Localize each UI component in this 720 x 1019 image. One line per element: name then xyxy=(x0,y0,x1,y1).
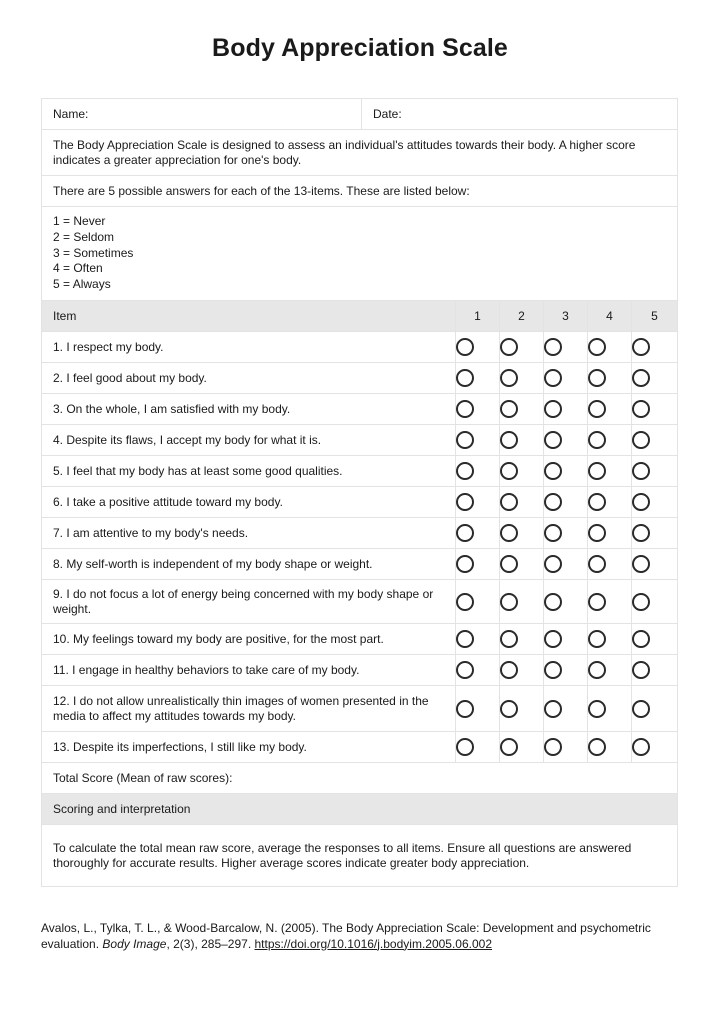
radio-button-3[interactable] xyxy=(544,593,562,611)
reference-citation xyxy=(41,921,681,952)
rating-cell-3 xyxy=(544,655,588,686)
rating-cell-1 xyxy=(456,580,500,624)
table-row xyxy=(42,732,678,763)
rating-cell-2 xyxy=(500,487,544,518)
radio-button-2[interactable] xyxy=(500,462,518,480)
radio-button-1[interactable] xyxy=(456,369,474,387)
rating-cell-2 xyxy=(500,655,544,686)
radio-button-2[interactable] xyxy=(500,338,518,356)
total-score-label: Total Score (Mean of raw scores): xyxy=(42,763,678,794)
answers-intro-text: There are 5 possible answers for each of the 13-items. These are listed below: xyxy=(42,176,678,207)
item-text: 13. Despite its imperfections, I still like my body. xyxy=(42,732,456,763)
option-1: 1 = Never xyxy=(53,214,106,229)
radio-button-3[interactable] xyxy=(544,400,562,418)
rating-cell-1 xyxy=(456,732,500,763)
rating-cell-2 xyxy=(500,686,544,732)
item-text: 7. I am attentive to my body's needs. xyxy=(42,518,456,549)
rating-cell-3 xyxy=(544,394,588,425)
radio-button-5[interactable] xyxy=(632,524,650,542)
rating-cell-4 xyxy=(588,580,632,624)
description-text: The Body Appreciation Scale is designed to assess an individual's attitudes towards their body. A higher score indicates a greater appreciation for one's body. xyxy=(42,130,678,176)
radio-button-2[interactable] xyxy=(500,630,518,648)
rating-cell-1 xyxy=(456,363,500,394)
radio-button-4[interactable] xyxy=(588,661,606,679)
option-4: 4 = Often xyxy=(53,261,103,276)
scale-header-4: 4 xyxy=(588,301,632,332)
radio-button-3[interactable] xyxy=(544,369,562,387)
rating-cell-5 xyxy=(632,394,678,425)
rating-cell-4 xyxy=(588,732,632,763)
radio-button-2[interactable] xyxy=(500,431,518,449)
radio-button-5[interactable] xyxy=(632,431,650,449)
reference-doi-link[interactable]: https://doi.org/10.1016/j.bodyim.2005.06.002 xyxy=(254,936,493,951)
item-text: 11. I engage in healthy behaviors to take care of my body. xyxy=(42,655,456,686)
item-text: 10. My feelings toward my body are positive, for the most part. xyxy=(42,624,456,655)
rating-cell-5 xyxy=(632,487,678,518)
radio-button-1[interactable] xyxy=(456,400,474,418)
radio-button-1[interactable] xyxy=(456,555,474,573)
rating-cell-5 xyxy=(632,332,678,363)
rating-cell-1 xyxy=(456,487,500,518)
radio-button-5[interactable] xyxy=(632,462,650,480)
item-text: 4. Despite its flaws, I accept my body for what it is. xyxy=(42,425,456,456)
rating-cell-3 xyxy=(544,456,588,487)
radio-button-4[interactable] xyxy=(588,593,606,611)
table-row xyxy=(42,425,678,456)
radio-button-2[interactable] xyxy=(500,738,518,756)
rating-cell-5 xyxy=(632,363,678,394)
rating-cell-3 xyxy=(544,732,588,763)
reference-volume: , 2(3), 285–297. xyxy=(166,936,255,951)
radio-button-5[interactable] xyxy=(632,555,650,573)
item-text: 1. I respect my body. xyxy=(42,332,456,363)
radio-button-5[interactable] xyxy=(632,630,650,648)
rating-cell-2 xyxy=(500,425,544,456)
radio-button-5[interactable] xyxy=(632,738,650,756)
radio-button-4[interactable] xyxy=(588,400,606,418)
rating-cell-1 xyxy=(456,624,500,655)
item-text: 12. I do not allow unrealistically thin images of women presented in the media to affect my attitudes towards my body. xyxy=(42,686,456,732)
radio-button-5[interactable] xyxy=(632,493,650,511)
rating-cell-1 xyxy=(456,394,500,425)
date-label: Date: xyxy=(373,106,402,121)
radio-button-5[interactable] xyxy=(632,661,650,679)
rating-cell-5 xyxy=(632,456,678,487)
radio-button-2[interactable] xyxy=(500,369,518,387)
scale-header-3: 3 xyxy=(544,301,588,332)
radio-button-3[interactable] xyxy=(544,493,562,511)
table-row xyxy=(42,394,678,425)
rating-cell-3 xyxy=(544,549,588,580)
radio-button-3[interactable] xyxy=(544,462,562,480)
rating-cell-2 xyxy=(500,394,544,425)
radio-button-2[interactable] xyxy=(500,524,518,542)
radio-button-2[interactable] xyxy=(500,555,518,573)
scale-form-table xyxy=(41,98,678,887)
radio-button-5[interactable] xyxy=(632,369,650,387)
table-row xyxy=(42,686,678,732)
page-title: Body Appreciation Scale xyxy=(212,34,508,62)
radio-button-4[interactable] xyxy=(588,738,606,756)
table-row xyxy=(42,655,678,686)
radio-button-3[interactable] xyxy=(544,630,562,648)
scale-header-1: 1 xyxy=(456,301,500,332)
rating-cell-5 xyxy=(632,655,678,686)
rating-cell-1 xyxy=(456,456,500,487)
rating-cell-4 xyxy=(588,363,632,394)
radio-button-4[interactable] xyxy=(588,524,606,542)
table-row xyxy=(42,363,678,394)
rating-cell-5 xyxy=(632,686,678,732)
date-field[interactable] xyxy=(362,99,678,130)
rating-cell-2 xyxy=(500,363,544,394)
radio-button-3[interactable] xyxy=(544,555,562,573)
rating-cell-4 xyxy=(588,487,632,518)
rating-cell-5 xyxy=(632,425,678,456)
radio-button-1[interactable] xyxy=(456,431,474,449)
rating-cell-2 xyxy=(500,580,544,624)
radio-button-5[interactable] xyxy=(632,400,650,418)
table-row xyxy=(42,332,678,363)
radio-button-1[interactable] xyxy=(456,462,474,480)
scale-header-5: 5 xyxy=(632,301,678,332)
rating-cell-3 xyxy=(544,332,588,363)
rating-cell-4 xyxy=(588,686,632,732)
rating-cell-2 xyxy=(500,456,544,487)
rating-cell-3 xyxy=(544,425,588,456)
radio-button-2[interactable] xyxy=(500,661,518,679)
radio-button-1[interactable] xyxy=(456,661,474,679)
radio-button-1[interactable] xyxy=(456,493,474,511)
name-field[interactable] xyxy=(42,99,362,130)
radio-button-4[interactable] xyxy=(588,338,606,356)
radio-button-1[interactable] xyxy=(456,738,474,756)
radio-button-2[interactable] xyxy=(500,400,518,418)
rating-cell-4 xyxy=(588,549,632,580)
radio-button-3[interactable] xyxy=(544,661,562,679)
rating-cell-3 xyxy=(544,580,588,624)
radio-button-3[interactable] xyxy=(544,524,562,542)
radio-button-5[interactable] xyxy=(632,700,650,718)
radio-button-4[interactable] xyxy=(588,700,606,718)
rating-cell-4 xyxy=(588,425,632,456)
radio-button-3[interactable] xyxy=(544,738,562,756)
rating-cell-1 xyxy=(456,332,500,363)
item-text: 5. I feel that my body has at least some good qualities. xyxy=(42,456,456,487)
rating-cell-2 xyxy=(500,332,544,363)
radio-button-4[interactable] xyxy=(588,630,606,648)
radio-button-2[interactable] xyxy=(500,700,518,718)
radio-button-4[interactable] xyxy=(588,555,606,573)
radio-button-1[interactable] xyxy=(456,338,474,356)
radio-button-4[interactable] xyxy=(588,493,606,511)
option-2: 2 = Seldom xyxy=(53,229,115,244)
option-3: 3 = Sometimes xyxy=(53,245,134,260)
radio-button-1[interactable] xyxy=(456,700,474,718)
name-label: Name: xyxy=(53,106,89,121)
rating-cell-4 xyxy=(588,394,632,425)
rating-cell-4 xyxy=(588,518,632,549)
rating-cell-3 xyxy=(544,624,588,655)
radio-button-1[interactable] xyxy=(456,593,474,611)
scoring-heading: Scoring and interpretation xyxy=(42,794,678,825)
rating-cell-4 xyxy=(588,332,632,363)
item-column-header: Item xyxy=(42,301,456,332)
rating-cell-2 xyxy=(500,624,544,655)
rating-cell-4 xyxy=(588,456,632,487)
table-header-row xyxy=(42,301,678,332)
scoring-text: To calculate the total mean raw score, average the responses to all items. Ensure all questions are answered thoroughly for accurate results. Higher average scores indicate greater body appreciation. xyxy=(42,825,678,887)
radio-button-5[interactable] xyxy=(632,593,650,611)
item-text: 9. I do not focus a lot of energy being concerned with my body shape or weight. xyxy=(42,580,456,624)
radio-button-4[interactable] xyxy=(588,431,606,449)
rating-cell-3 xyxy=(544,518,588,549)
rating-cell-5 xyxy=(632,624,678,655)
radio-button-2[interactable] xyxy=(500,593,518,611)
reference-text: Avalos, L., Tylka, T. L., & Wood-Barcalow, N. (2005). The Body Appreciation Scale: Development and psychometric evaluation. xyxy=(41,921,651,951)
option-5: 5 = Always xyxy=(53,277,111,292)
rating-cell-5 xyxy=(632,580,678,624)
rating-cell-5 xyxy=(632,549,678,580)
rating-cell-3 xyxy=(544,686,588,732)
item-text: 2. I feel good about my body. xyxy=(42,363,456,394)
reference-journal: Body Image xyxy=(102,936,167,951)
table-row xyxy=(42,624,678,655)
radio-button-5[interactable] xyxy=(632,338,650,356)
answer-options-list xyxy=(42,207,678,301)
rating-cell-3 xyxy=(544,363,588,394)
radio-button-3[interactable] xyxy=(544,338,562,356)
scale-header-2: 2 xyxy=(500,301,544,332)
item-text: 3. On the whole, I am satisfied with my body. xyxy=(42,394,456,425)
rating-cell-1 xyxy=(456,686,500,732)
rating-cell-4 xyxy=(588,655,632,686)
item-text: 6. I take a positive attitude toward my body. xyxy=(42,487,456,518)
radio-button-3[interactable] xyxy=(544,700,562,718)
item-text: 8. My self-worth is independent of my body shape or weight. xyxy=(42,549,456,580)
rating-cell-5 xyxy=(632,518,678,549)
radio-button-4[interactable] xyxy=(588,462,606,480)
rating-cell-1 xyxy=(456,655,500,686)
radio-button-2[interactable] xyxy=(500,493,518,511)
rating-cell-1 xyxy=(456,425,500,456)
table-row xyxy=(42,487,678,518)
table-row xyxy=(42,580,678,624)
table-row xyxy=(42,549,678,580)
rating-cell-5 xyxy=(632,732,678,763)
table-row xyxy=(42,456,678,487)
rating-cell-3 xyxy=(544,487,588,518)
rating-cell-4 xyxy=(588,624,632,655)
rating-cell-2 xyxy=(500,732,544,763)
rating-cell-2 xyxy=(500,549,544,580)
radio-button-3[interactable] xyxy=(544,431,562,449)
rating-cell-2 xyxy=(500,518,544,549)
rating-cell-1 xyxy=(456,518,500,549)
radio-button-1[interactable] xyxy=(456,524,474,542)
table-row xyxy=(42,518,678,549)
rating-cell-1 xyxy=(456,549,500,580)
radio-button-1[interactable] xyxy=(456,630,474,648)
radio-button-4[interactable] xyxy=(588,369,606,387)
